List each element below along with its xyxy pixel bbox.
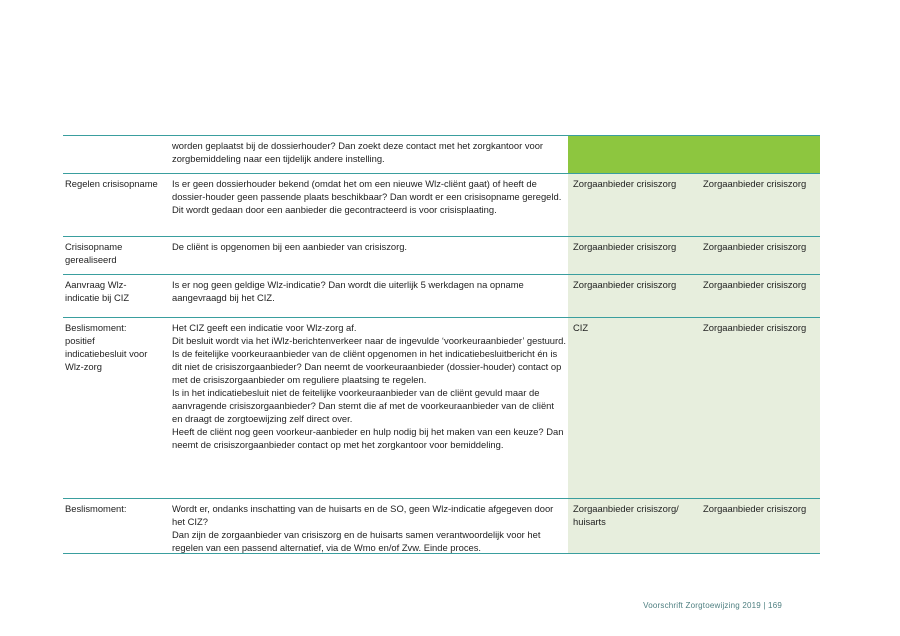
description-paragraph: Is de feitelijke voorkeuraanbieder van de cliënt opgenomen in het indicatiebesluitbericht én is dit niet de crisiszorgaanbieder? Dan neemt de voorkeuraanbieder (dossier-houder) contact op met de crisiszorgaanbieder om reguliere plaatsing te regelen.	[172, 348, 562, 385]
table-row	[63, 317, 820, 498]
table-row	[63, 498, 820, 553]
highlight-cell	[568, 136, 820, 173]
actor-cell: CIZ	[568, 318, 700, 498]
table-row	[63, 135, 820, 173]
description-paragraph: Dan zijn de zorgaanbieder van crisiszorg en de huisarts samen verantwoordelijk voor het regelen van een passend alternatief, via de Wmo en/of Zvw. Einde proces.	[172, 529, 541, 553]
actor-cell: Zorgaanbieder crisiszorg	[568, 237, 700, 274]
description-paragraph: worden geplaatst bij de dossierhouder? Dan zoekt deze contact met het zorgkantoor voor zorgbemiddeling naar een tijdelijk andere instelling.	[172, 140, 544, 164]
description-paragraph: Dit besluit wordt via het iWlz-berichtenverkeer naar de ingevulde ‘voorkeuraanbieder’ gestuurd.	[172, 335, 566, 346]
phase-label: indicatie bij CIZ	[65, 292, 130, 303]
description-paragraph: Is in het indicatiebesluit niet de feitelijke voorkeuraanbieder van de cliënt gevuld maar de aanvragende crisiszorgaanbieder? Dan stemt die af met de voorkeuraanbieder van de cliënt en draagt de zorgtoewijzing zelf direct over.	[172, 387, 554, 424]
table-row	[63, 274, 820, 317]
table-row	[63, 236, 820, 274]
description-cell	[170, 499, 568, 553]
phase-label: Regelen crisisopname	[65, 178, 158, 189]
responsible-cell: Zorgaanbieder crisiszorg	[700, 174, 820, 236]
description-cell	[170, 237, 568, 274]
phase-label: indicatiebesluit voor	[65, 348, 148, 359]
description-paragraph: Het CIZ geeft een indicatie voor Wlz-zorg af.	[172, 322, 357, 333]
phase-label-cell	[63, 136, 170, 173]
phase-label: Beslismoment:	[65, 503, 127, 514]
phase-label-cell	[63, 237, 170, 274]
phase-label: Crisisopname	[65, 241, 123, 252]
responsible-cell: Zorgaanbieder crisiszorg	[700, 237, 820, 274]
description-cell	[170, 174, 568, 236]
description-paragraph: Heeft de cliënt nog geen voorkeur-aanbieder en hulp nodig bij het maken van een keuze? Dan neemt de crisiszorgaanbieder contact op met het zorgkantoor voor bemiddeling.	[172, 426, 564, 450]
description-paragraph: Wordt er, ondanks inschatting van de huisarts en de SO, geen Wlz-indicatie afgegeven door het CIZ?	[172, 503, 554, 527]
actor-cell: Zorgaanbieder crisiszorg/ huisarts	[568, 499, 700, 553]
phase-label-cell	[63, 174, 170, 236]
phase-label-cell	[63, 275, 170, 317]
phase-label-cell	[63, 499, 170, 553]
process-table	[63, 135, 820, 554]
description-cell	[170, 318, 568, 498]
phase-label-cell	[63, 318, 170, 498]
description-cell	[170, 136, 568, 173]
description-paragraph: Is er nog geen geldige Wlz-indicatie? Dan wordt die uiterlijk 5 werkdagen na opname aangevraagd bij het CIZ.	[172, 279, 524, 303]
phase-label: positief	[65, 335, 95, 346]
phase-label: Wlz-zorg	[65, 361, 102, 372]
actor-cell: Zorgaanbieder crisiszorg	[568, 275, 700, 317]
responsible-cell: Zorgaanbieder crisiszorg	[700, 318, 820, 498]
page-footer: Voorschrift Zorgtoewijzing 2019 | 169	[643, 601, 782, 610]
responsible-cell: Zorgaanbieder crisiszorg	[700, 275, 820, 317]
table-row	[63, 173, 820, 236]
description-paragraph: Is er geen dossierhouder bekend (omdat het om een nieuwe Wlz-cliënt gaat) of heeft de dossier-houder geen passende plaats beschikbaar? Dan wordt er een crisisopname geregeld. Dit wordt gedaan door een aanbieder die gecontracteerd is voor crisisplaating.	[172, 178, 562, 215]
responsible-cell: Zorgaanbieder crisiszorg	[700, 499, 820, 553]
description-paragraph: De cliënt is opgenomen bij een aanbieder van crisiszorg.	[172, 241, 408, 252]
actor-cell: Zorgaanbieder crisiszorg	[568, 174, 700, 236]
phase-label: Beslismoment:	[65, 322, 127, 333]
phase-label: Aanvraag Wlz-	[65, 279, 127, 290]
phase-label: gerealiseerd	[65, 254, 117, 265]
description-cell	[170, 275, 568, 317]
